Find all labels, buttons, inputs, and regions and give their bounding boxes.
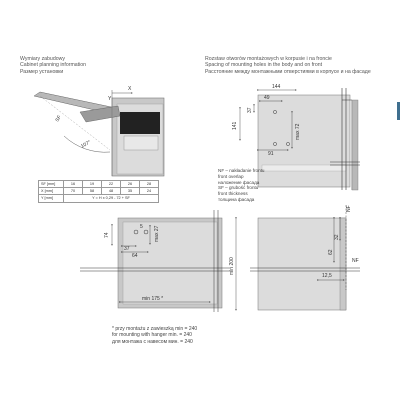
table-row-label: Y [mm]: [39, 195, 64, 202]
dim-37-b: 37: [124, 246, 130, 252]
dim-32: 32: [334, 234, 340, 240]
footnote-line: * przy montażu z zawieszką min = 240: [112, 326, 198, 332]
spec-table: [38, 180, 159, 203]
note-line: NF – nakładanie frontu: [218, 168, 265, 173]
dim-nf-side: NF: [352, 258, 359, 264]
table-row-label: X [mm]: [39, 188, 64, 195]
table-cell: 35: [121, 188, 140, 195]
header-left-line: Размер установки: [20, 68, 64, 75]
dim-max72: max 72: [295, 123, 301, 140]
dim-min175: min 175 *: [142, 296, 164, 302]
footnote-line: for mounting with hanger min. = 240: [112, 332, 192, 339]
nf-sf-note: [218, 168, 264, 203]
header-left-line: Cabinet planning information: [20, 62, 87, 69]
table-cell: 24: [140, 188, 159, 195]
dim-91: 91: [268, 151, 274, 157]
dim-angle: 107°: [80, 139, 92, 150]
table-row: [39, 195, 159, 202]
dim-max27: max 27: [154, 225, 160, 242]
note-line: толщина фасада: [218, 196, 255, 202]
footnote: [112, 326, 197, 345]
note-line: front overlap: [218, 173, 244, 179]
table-cell: 26: [121, 181, 140, 188]
dim-sf: SF: [54, 114, 63, 123]
note-line: front thickness: [218, 191, 248, 197]
table-cell: 19: [83, 181, 102, 188]
dim-49: 49: [264, 95, 270, 101]
footnote-line: для монтажа с навесом мин. = 240: [112, 338, 193, 345]
table-cell: 28: [140, 181, 159, 188]
table-row-label: SF [mm]: [39, 181, 64, 188]
note-line: SF – grubość frontu: [218, 185, 259, 191]
table-cell: 58: [83, 188, 102, 195]
dim-nf-top: NF: [346, 205, 352, 212]
table-row: [39, 181, 159, 188]
table-cell: 16: [64, 181, 83, 188]
dim-12-5: 12,5: [322, 273, 332, 279]
header-left-line: Wymiary zabudowy: [20, 56, 65, 62]
bottom-right-plan: [250, 205, 360, 310]
table-row: [39, 188, 159, 195]
dim-141: 141: [232, 121, 238, 130]
header-right-line: Rozstaw otworów montażowych w korpusie i na froncie: [205, 56, 332, 62]
table-cell: 70: [64, 188, 83, 195]
note-line: наложение фасада: [218, 179, 260, 185]
dim-64: 64: [132, 253, 138, 259]
dim-62: 62: [328, 249, 334, 255]
dim-74: 74: [104, 232, 110, 238]
dim-x: X: [128, 86, 132, 92]
header-right-line: Расстояние между монтажными отверстиями в корпусе и на фасаде: [205, 68, 371, 75]
table-cell: 48: [102, 188, 121, 195]
dim-5: 5: [140, 224, 143, 230]
dim-144: 144: [272, 84, 281, 90]
table-formula: Y = H x 0,29 - 72 + SF: [64, 195, 159, 202]
header-right-line: Spacing of mounting holes in the body and on front: [205, 62, 323, 69]
dim-37: 37: [247, 107, 253, 113]
dim-min200: min 200: [229, 257, 235, 275]
dim-y: Y: [108, 96, 112, 102]
cabinet-side-view: [34, 90, 164, 176]
table-cell: 22: [102, 181, 121, 188]
